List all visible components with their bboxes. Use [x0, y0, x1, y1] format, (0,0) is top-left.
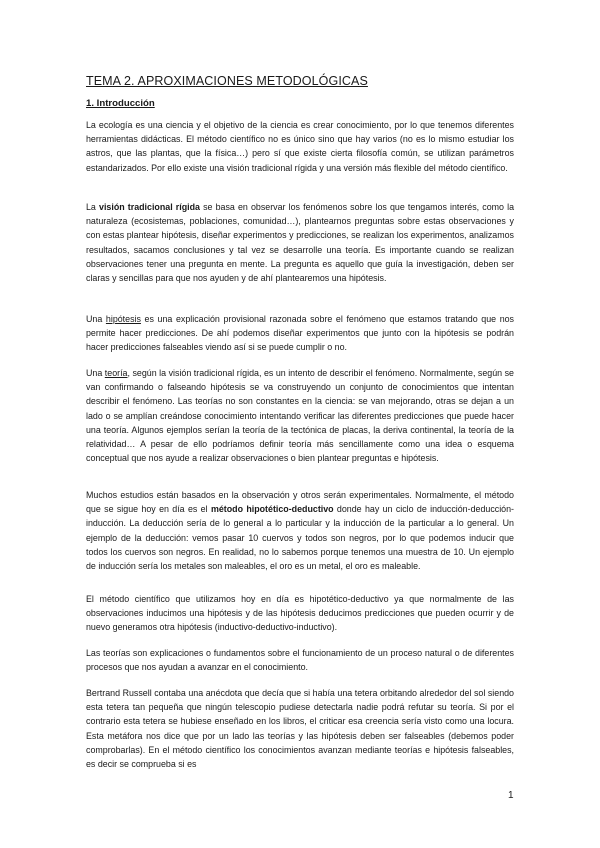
- term-theory: teoría: [104, 368, 128, 378]
- paragraph-text: Una: [86, 368, 105, 378]
- paragraph-hypothesis: [86, 312, 514, 355]
- paragraph-text: Muchos estudios están basados en la observación y otros serán experimentales. Normalmente, el método que se sigue hoy en día es el: [86, 490, 514, 515]
- term-rigid-view: visión tradicional rígida: [99, 202, 200, 212]
- paragraph-text: La: [86, 202, 100, 212]
- section-heading: 1. Introducción: [86, 98, 155, 109]
- term-hypothetico-deductive: método hipotético-deductivo: [210, 504, 334, 515]
- paragraph-text: es una explicación provisional razonada sobre el fenómeno que estamos tratando que nos permite hacer predicciones. De ahí podemos diseñar experimentos que junto con la hipótesis se podrán hacer predicciones falseables viendo así si se puede cumplir o no.: [86, 314, 514, 353]
- page-number: 1: [508, 790, 514, 801]
- paragraph-rigid-view: [86, 200, 514, 285]
- paragraph-text: se basa en observar los fenómenos sobre los que tengamos interés, como la naturaleza (ecosistemas, poblaciones, comunidad…), plantearnos preguntas sobre estas observaciones y con estas plantear hipótesis, diseñar experimentos y predicciones, se realizan los experimentos, analizamos resultados, sacamos conclusiones y tal vez se desarrolle una teoría. Es importante cuando se realizan observaciones tener una pregunta en mente. La pregunta es aquello que guía la investigación, deben ser claras y sencillas para que nos ayuden y de ahí plantearemos una hipótesis.: [86, 202, 514, 284]
- paragraph-theories: Las teorías son explicaciones o fundamentos sobre el funcionamiento de un proceso natural o de diferentes procesos que nos ayudan a avanzar en el conocimiento.: [86, 648, 514, 673]
- term-hypothesis: hipótesis: [105, 314, 141, 324]
- paragraph-text: , según la visión tradicional rígida, es un intento de describir el fenómeno. Normalmente, según se van confirmando o falseando hipótesis se va construyendo un conjunto de conocimientos que intentan describir el fenómeno. Las teorías no son constantes en la ciencia: se van mejorando, otras se dejan a un lado o se amplían creándose conocimiento intentando verificar las diferentes predicciones que puede hacer una teoría. Algunos ejemplos serían la teoría de la tectónica de placas, la deriva continental, la teoría de la relatividad… A pesar de ello podríamos definir teoría más sencillamente como una idea o esquema conceptual que nos ayude a realizar observaciones o bien plantear preguntas e hipótesis.: [86, 368, 514, 464]
- paragraph-intro: La ecología es una ciencia y el objetivo de la ciencia es crear conocimiento, por lo que tenemos diferentes herramientas didácticas. El método científico no es único sino que hay varios (no es lo mismo estudiar los astros, que las plantas, que la física…) pero sí que existe cierta filosofía común, se utilizan parámetros estandarizados. Por ello existe una visión tradicional rígida y una versión más flexible del método científico.: [86, 120, 514, 173]
- paragraph-method: [86, 488, 514, 573]
- document-title: TEMA 2. APROXIMACIONES METODOLÓGICAS: [86, 74, 368, 88]
- paragraph-theory: [86, 366, 514, 465]
- paragraph-russell: Bertrand Russell contaba una anécdota que decía que si había una tetera orbitando alrededor del sol siendo esta tetera tan pequeña que ningún telescopio pudiese detectarla nadie podrá refutar su teoría. Si por el contrario esta tetera se hubiese enseñado en los libros, el criticar esa creencia sería visto como una locura. Esta metáfora nos dice que por un lado las teorías y las hipótesis deben ser falseables (debemos poder comprobarlas). En el método científico los conocimientos avanzan mediante teorías e hipótesis falseables, es decir se comprueba si es: [86, 688, 514, 770]
- paragraph-text: donde hay un ciclo de inducción-deducción-inducción. La deducción sería de lo general a lo particular y la inducción de la particular a lo general. Un ejemplo de la deducción: vemos pasar 10 cuervos y todos son negros, por lo que podemos inducir que todos los cuervos son negros. En realidad, no lo sabemos porque tenemos una muestra de 10. Un ejemplo de inducción sería los metales son maleables, el oro es un metal, el oro es maleable.: [86, 504, 514, 572]
- paragraph-current-method: El método científico que utilizamos hoy en día es hipotético-deductivo ya que normalmente de las observaciones inducimos una hipótesis y de las hipótesis deducimos predicciones que pueden ocurrir y de nuevo generamos otra hipótesis (inductivo-deductivo-inductivo).: [86, 594, 514, 633]
- paragraph-text: Una: [86, 314, 106, 324]
